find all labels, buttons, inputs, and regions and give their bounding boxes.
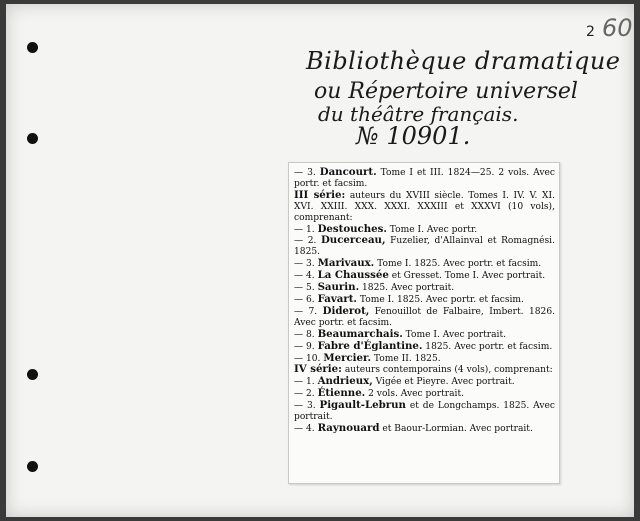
folio-number: 60	[602, 14, 633, 42]
entry-author: IV série:	[294, 363, 342, 376]
entry-author: Beaumarchais.	[317, 327, 403, 340]
handwritten-title-line-3: du théâtre français.	[318, 102, 519, 126]
clipping-entry: — 4. Raynouard et Baour-Lormian. Avec portrait.	[294, 421, 533, 434]
clipping-entry: — 4. La Chaussée et Gresset. Tome I. Avec portrait.	[294, 269, 546, 282]
clipping-entry: — 6. Favart. Tome I. 1825. Avec portr. et facsim.	[294, 292, 524, 305]
catalog-page	[6, 4, 634, 517]
clipping-entry: — 1. Andrieux, Vigée et Pieyre. Avec portrait.	[294, 375, 515, 388]
page-number	[586, 14, 633, 42]
clipping-entry: III série: auteurs du XVIII siècle. Tomes I. IV. V. XI. XVI. XXIII. XXX. XXXI. XXXIII et XXXVI (10 vols), comprenant:	[294, 188, 555, 223]
binder-hole	[27, 461, 38, 472]
entry-author: Favart.	[317, 292, 357, 305]
clipping-entry: — 10. Mercier. Tome II. 1825.	[294, 351, 441, 364]
entry-author: Pigault-Lebrun	[319, 399, 406, 412]
pasted-clipping	[288, 162, 560, 484]
clipping-entry: — 3. Marivaux. Tome I. 1825. Avec portr. et facsim.	[294, 257, 542, 270]
entry-author: Dancourt.	[319, 166, 377, 178]
entry-author: Étienne.	[317, 387, 366, 400]
handwritten-title-line-2: ou Répertoire universel	[314, 79, 578, 104]
binder-hole	[27, 42, 38, 53]
clipping-entry: — 7. Diderot, Fenouillot de Falbaire, Imbert. 1826. Avec portr. et facsim.	[294, 304, 555, 328]
handwritten-catalog-number: № 10901.	[356, 122, 471, 150]
clipping-entry: — 3. Dancourt. Tome I et III. 1824—25. 2 vols. Avec portr. et facsim.	[294, 166, 555, 189]
entry-author: Fabre d'Églantine.	[317, 339, 423, 352]
clipping-entry: — 5. Saurin. 1825. Avec portrait.	[294, 281, 455, 294]
entry-author: Ducerceau,	[320, 234, 386, 247]
clipping-entry: — 1. Destouches. Tome I. Avec portr.	[294, 222, 478, 235]
entry-author: La Chaussée	[317, 269, 389, 282]
entry-author: Diderot,	[322, 304, 370, 317]
entry-author: Raynouard	[317, 421, 380, 434]
entry-author: Saurin.	[317, 281, 360, 294]
entry-author: Destouches.	[317, 222, 387, 235]
clipping-entry: — 3. Pigault-Lebrun et de Longchamps. 1825. Avec portrait.	[294, 399, 555, 423]
page-number-value: 2	[586, 24, 595, 40]
handwritten-title-line-1: Bibliothèque dramatique	[306, 47, 621, 75]
clipping-entry: — 8. Beaumarchais. Tome I. Avec portrait.	[294, 327, 506, 340]
binder-hole	[27, 133, 38, 144]
entry-author: Mercier.	[323, 351, 372, 364]
binder-hole	[27, 369, 38, 380]
entry-author: III série:	[294, 188, 346, 201]
clipping-entry: — 2. Étienne. 2 vols. Avec portrait.	[294, 387, 464, 400]
clipping-entry: IV série: auteurs contemporains (4 vols), comprenant:	[294, 363, 553, 376]
clipping-entry: — 9. Fabre d'Églantine. 1825. Avec portr. et facsim.	[294, 339, 553, 352]
clipping-entry: — 2. Ducerceau, Fuzelier, d'Allainval et Romagnési. 1825.	[294, 234, 555, 258]
entry-author: Marivaux.	[317, 257, 375, 270]
entry-author: Andrieux,	[317, 375, 373, 388]
